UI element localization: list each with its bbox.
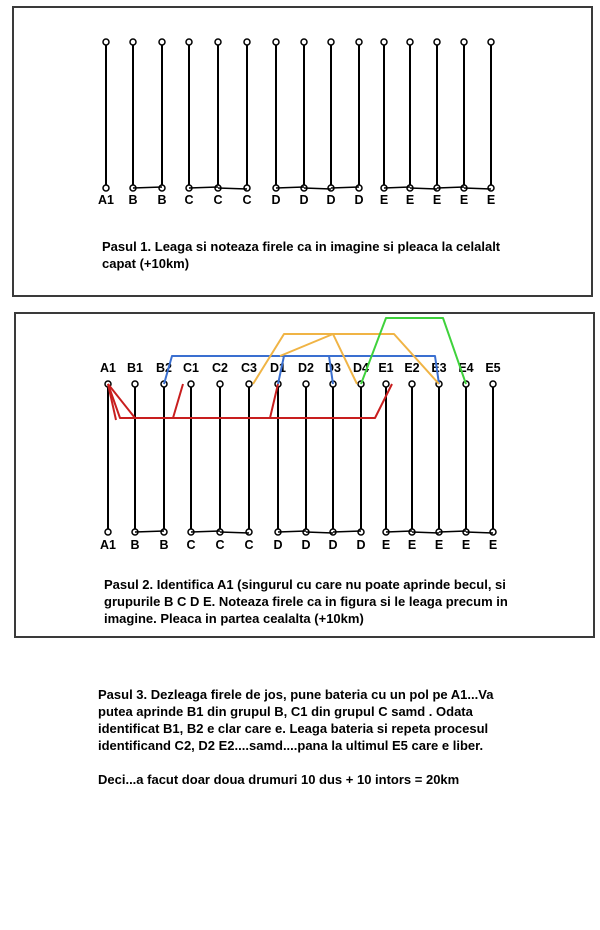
orange-jumper-D2-D4 [280, 334, 357, 384]
terminal-bottom [161, 529, 167, 535]
wire-label: A1 [98, 193, 114, 207]
terminal-top [407, 39, 413, 45]
terminal-top [303, 381, 309, 387]
wire-label: E [407, 538, 417, 552]
bottom-jumper [410, 188, 437, 189]
wire-label: C [215, 538, 225, 552]
wire-label: A1 [100, 361, 116, 375]
bottom-jumper [218, 188, 247, 189]
wire-label: E [488, 538, 498, 552]
wire-label: B [130, 538, 140, 552]
terminal-bottom [246, 529, 252, 535]
terminal-bottom [356, 185, 362, 191]
bottom-jumper [333, 531, 361, 532]
wire-label: E [432, 193, 442, 207]
wire-label: E5 [485, 361, 501, 375]
bottom-jumper [135, 531, 164, 532]
bottom-jumper [189, 187, 218, 188]
terminal-top [328, 39, 334, 45]
wire-label: B1 [127, 361, 143, 375]
wire-label: B [128, 193, 138, 207]
wire-label: E [381, 538, 391, 552]
wire-label: B [159, 538, 169, 552]
wire-label: E [486, 193, 496, 207]
terminal-top [244, 39, 250, 45]
bottom-jumper [304, 188, 331, 189]
terminal-top [132, 381, 138, 387]
step3-text-block [98, 686, 518, 788]
terminal-bottom [490, 529, 496, 535]
terminal-bottom [488, 185, 494, 191]
step3-instructions: Pasul 3. Dezleaga firele de jos, pune bateria cu un pol pe A1...Va putea aprinde B1 din grupul B, C1 din grupul C samd . Odata identificat B1, B2 e clar care e. Leaga bateria si repeta procesul identificand C2, D2 E2....samd....pana la ultimul E5 care e liber. [98, 687, 494, 753]
step2-panel [14, 312, 595, 638]
wire-label: D3 [325, 361, 341, 375]
bottom-jumper [133, 187, 162, 188]
wire-label: B2 [156, 361, 172, 375]
wire-label: D4 [353, 361, 369, 375]
bottom-jumper [386, 531, 412, 532]
terminal-bottom [358, 529, 364, 535]
wire-label: D [271, 193, 281, 207]
wire-label: D [356, 538, 366, 552]
conclusion-text: Deci...a facut doar doua drumuri 10 dus + 10 intors = 20km [98, 772, 460, 787]
red-harness-A1-C1 [108, 384, 183, 418]
bottom-jumper [276, 187, 304, 188]
wire-label: E4 [458, 361, 474, 375]
terminal-top [215, 39, 221, 45]
bottom-jumper [439, 531, 466, 532]
wire-label: D [326, 193, 336, 207]
terminal-top [490, 381, 496, 387]
step2-caption: Pasul 2. Identifica A1 (singurul cu care nu poate aprinde becul, si grupurile B C D E. Noteaza firele ca in figura si le leaga precum in imagine. Pleaca in partea cealalta (+10km) [104, 577, 508, 626]
wire-label: E [461, 538, 471, 552]
wire-label: D [301, 538, 311, 552]
wire-label: C2 [212, 361, 228, 375]
terminal-bottom [103, 185, 109, 191]
terminal-top [246, 381, 252, 387]
wire-label: C [242, 193, 252, 207]
terminal-bottom [159, 185, 165, 191]
terminal-top [383, 381, 389, 387]
bottom-jumper [384, 187, 410, 188]
bottom-jumper [464, 188, 491, 189]
terminal-top [273, 39, 279, 45]
terminal-bottom [244, 185, 250, 191]
terminal-top [356, 39, 362, 45]
wire-label: D [354, 193, 364, 207]
wire-label: E2 [404, 361, 420, 375]
step1-caption: Pasul 1. Leaga si noteaza firele ca in imagine si pleaca la celalalt capat (+10km) [102, 239, 501, 271]
wire-label: A1 [100, 538, 116, 552]
terminal-top [381, 39, 387, 45]
bottom-jumper [331, 187, 359, 188]
wire-label: D [328, 538, 338, 552]
terminal-top [159, 39, 165, 45]
terminal-top [188, 381, 194, 387]
red-harness-D1-E1 [264, 384, 392, 418]
wire-label: B [157, 193, 167, 207]
step1-panel [12, 6, 593, 297]
terminal-top [434, 39, 440, 45]
wire-label: C [184, 193, 194, 207]
bottom-jumper [437, 187, 464, 188]
terminal-top [301, 39, 307, 45]
terminal-top [488, 39, 494, 45]
wire-label: C [213, 193, 223, 207]
red-harness-A1-D1 [108, 384, 278, 418]
wire-label: C1 [183, 361, 199, 375]
bottom-jumper [191, 531, 220, 532]
wire-label: D [299, 193, 309, 207]
terminal-top [217, 381, 223, 387]
wire-label: C [186, 538, 196, 552]
bottom-jumper [412, 532, 439, 533]
bottom-jumper [466, 532, 493, 533]
bottom-jumper [306, 532, 333, 533]
wire-label: E3 [431, 361, 447, 375]
wire-label: E1 [378, 361, 394, 375]
terminal-top [409, 381, 415, 387]
bottom-jumper [278, 531, 306, 532]
wire-label: E [459, 193, 469, 207]
wire-label: E [434, 538, 444, 552]
terminal-top [103, 39, 109, 45]
wire-label: C3 [241, 361, 257, 375]
wire-label: E [379, 193, 389, 207]
terminal-top [186, 39, 192, 45]
bottom-jumper [220, 532, 249, 533]
terminal-top [461, 39, 467, 45]
terminal-top [130, 39, 136, 45]
wire-label: D2 [298, 361, 314, 375]
wire-label: E [405, 193, 415, 207]
wire-label: D1 [270, 361, 286, 375]
terminal-bottom [105, 529, 111, 535]
wire-label: C [244, 538, 254, 552]
wire-label: D [273, 538, 283, 552]
